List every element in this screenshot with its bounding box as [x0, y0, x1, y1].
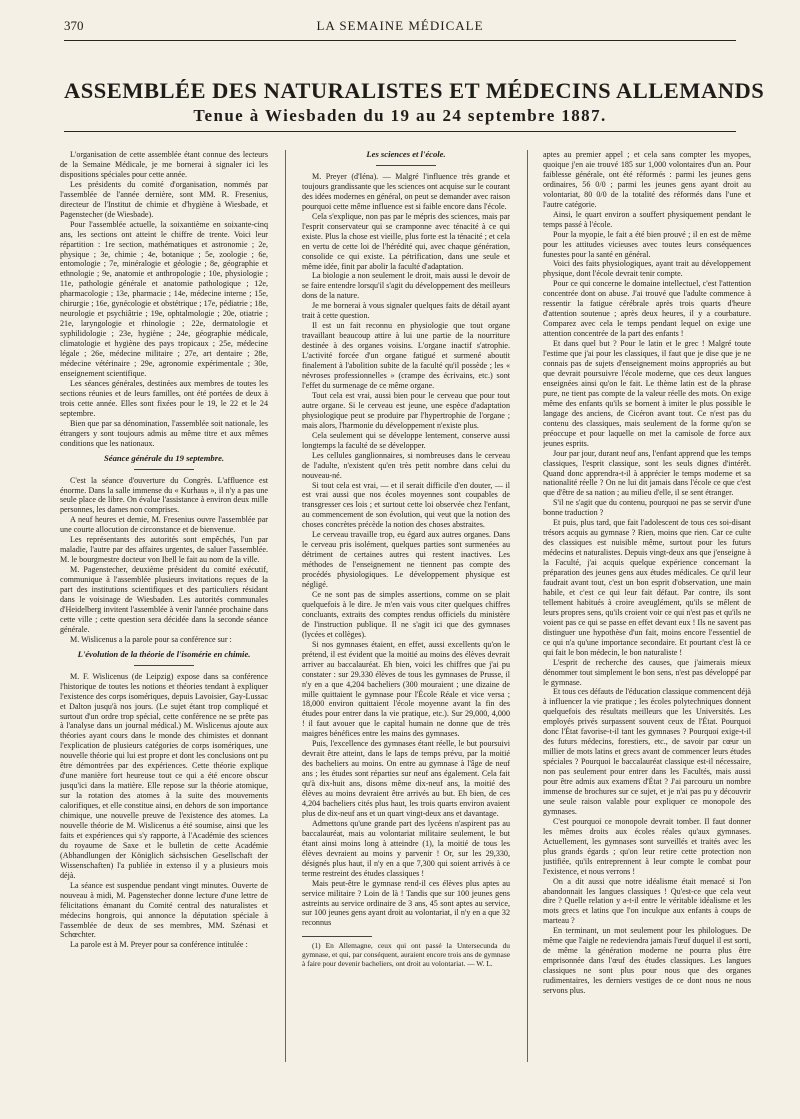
paragraph: L'organisation de cette assemblée étant connue des lecteurs de la Semaine Médicale, je me bornerai à signaler ici les dispositions spéciales pour cette année. [60, 150, 268, 179]
paragraph: Mais peut-être le gymnase rend-il ces élèves plus aptes au service militaire ? Loin de là ! Tandis que sur 100 jeunes gens astreints au service ordinaire de 3 ans, 45 sont aptes au service, sur 100 jeunes gens ayant droit au volontariat, il n'y en a que 32 reconnus [302, 878, 510, 928]
paragraph: Tout cela est vrai, aussi bien pour le cerveau que pour tout autre organe. Si le cerveau est jeune, une espèce d'adaptation physiologique peut se produire par l'hypertrophie de l'organe ; mais alors, l'harmonie du développement n'existe plus. [302, 390, 510, 430]
paragraph: Ainsi, le quart environ a souffert physiquement pendant le temps passé à l'école. [543, 209, 751, 229]
paragraph: Le cerveau travaille trop, eu égard aux autres organes. Dans le cerveau pris isolément, quelques parties sont surmenées au détriment de certaines autres qui restent inactives. Les méthodes de l'enseignement ne tiennent pas compte des procédés physiologiques. Le développement physique est négligé. [302, 530, 510, 590]
paragraph: Jour par jour, durant neuf ans, l'enfant apprend que les temps classiques, l'esprit classique, sont les seuls dignes d'intérêt. Quand donc apprendra-t-il à apprécier le temps moderne et sa nationalité réelle ? On ne lui dit jamais dans l'école ce que c'est que d'être de sa nation ; au milieu d'elle, il se sent étranger. [543, 448, 751, 498]
paragraph: On a dit aussi que notre idéalisme était menacé si l'on abandonnait les langues classiques ! Qu'est-ce que cela veut dire ? Quelle relation y a-t-il entre le véritable idéalisme et les mots grecs et latins que l'on inculque aux enfants à coups de marteau ? [543, 876, 751, 926]
column-1 [60, 150, 268, 1070]
paragraph: Pour l'assemblée actuelle, la soixantième en soixante-cinq ans, les sections ont atteint le chiffre de trente. Voici leur répartition : 1re section, mathématiques et astronomie ; 2e, physique ; 3e, chimie ; 4e, botanique ; 5e, zoologie ; 6e, entomologie ; 7e, minéralogie et géologie ; 8e, géographie et ethnologie ; 9e, anatomie et anthropologie ; 10e, physiologie ; 11e, pathologie générale et anatomie pathologique ; 12e, pharmacologie ; 13e, pharmacie ; 14e, médecine interne ; 15e, chirurgie ; 16e, gynécologie et obstétrique ; 17e, pédiatrie ; 18e, neurologie et psychiâtrie ; 19e, ophtalmologie ; 20e, otiatrie ; 21e, laryngologie et rhinologie ; 22e, dermatologie et syphilidologie ; 23e, hygiène ; 24e, géographie médicale, climatologie et hygiène des pays tropicaux ; 25e, médecine légale ; 26e, médecine militaire ; 27e, art dentaire ; 28e, médecine vétérinaire ; 29e, agronomie expérimentale ; 30e, enseignement scientifique. [60, 219, 268, 378]
paragraph: Et dans quel but ? Pour le latin et le grec ! Malgré toute l'estime que j'ai pour les classiques, il faut que je dise que je ne connais pas de sujets d'enseignement moins appropriés au but que devrait poursuivre l'école moderne, que ces deux langues enseignées ainsi qu'on le fait. Le thème latin est de la phrase pure, ne tient pas compte de la valeur réelle des mots. On exige même des enfants qu'ils se bornent à imiter le plus possible le langage des anciens, de Cicéron avant tout. Ce n'est pas du contenu des classiques, mais seulement de la forme qu'on se préoccupe et pour laquelle on met la camisole de force aux jeunes esprits. [543, 339, 751, 448]
paragraph: Pour la myopie, le fait a été bien prouvé ; il en est de même pour les attitudes vicieuses avec toutes leurs conséquences funestes pour la santé en général. [543, 229, 751, 259]
column-divider [527, 150, 528, 1062]
page-number: 370 [64, 18, 84, 33]
title-rule [64, 131, 736, 132]
paragraph: Pour ce qui concerne le domaine intellectuel, c'est l'attention concentrée dont on abuse. J'ai trouvé que l'adulte commence à ressentir la fatigue cérébrale après trois quarts d'heure d'attention soutenue ; après deux heures, il y a courbature. Comparez avec cela le temps pendant lequel on exige une attention concentrée de la part des enfants ! [543, 279, 751, 339]
paragraph: C'est pourquoi ce monopole devrait tomber. Il faut donner les mêmes droits aux écoles réales qu'aux gymnases. Actuellement, les gymnases sont surveillés et traités avec les plus grands égards ; qu'on leur retire cette protection non justifiée, qu'ils entreprennent à leur compte le combat pour l'existence, et nous verrons ! [543, 816, 751, 876]
paragraph: Ce ne sont pas de simples assertions, comme on se plait quelquefois à le dire. Je m'en vais vous citer quelques chiffres concluants, extraits des comptes rendus officiels du ministère de l'instruction publique. Il ne s'agit ici que des gymnases (lycées et collèges). [302, 589, 510, 639]
paragraph: En terminant, un mot seulement pour les philologues. De même que l'aigle ne redeviendra jamais l'œuf duquel il est sorti, de même la génération moderne ne pourra plus être emprisonnée dans l'œuf des études classiques. Les langues classiques ne sont plus pour nous que des organes rudimentaires, les derniers vestiges de ce dont nous ne nous servons plus. [543, 926, 751, 996]
section-heading: L'évolution de la théorie de l'isomérie en chimie. [77, 648, 251, 659]
footnote: (1) En Allemagne, ceux qui ont passé la Untersecunda du gymnase, et qui, par conséquent, auraient encore trois ans de gymnase à faire pour devenir bacheliers, ont droit au volontariat. — W. L. [302, 941, 510, 969]
paragraph: M. Preyer (d'Iéna). — Malgré l'influence très grande et toujours grandissante que les sciences ont acquise sur le courant des idées modernes en général, on peut se demander avec raison pourquoi cette même influence est si faible encore dans l'école. [302, 171, 510, 211]
paragraph: L'esprit de recherche des causes, que j'aimerais mieux dénommer tout simplement le bon sens, n'est pas développé par le gymnase. [543, 657, 751, 687]
paragraph: Admettons qu'une grande part des lycéens n'aspirent pas au baccalauréat, mais au volontariat militaire seulement, le but étant ainsi moins long à atteindre (1), la moitié de tous les élèves devraient au moins y parvenir ! Or, sur les 29,330, désignés plus haut, il n'y en a que 7,300 qui soient arrivés à ce terme restreint des études classiques ! [302, 818, 510, 878]
article-subtitle: Tenue à Wiesbaden du 19 au 24 septembre 1887. [193, 106, 607, 125]
column-3 [543, 150, 751, 1070]
paragraph: S'il ne s'agit que du contenu, pourquoi ne pas se servir d'une bonne traduction ? [543, 498, 751, 518]
paragraph: Je me bornerai à vous signaler quelques faits de détail ayant trait à cette question. [302, 301, 510, 321]
paragraph: Il est un fait reconnu en physiologie que tout organe travaillant beaucoup attire à lui une partie de la nourriture destinée à des organes voisins. L'organe inactif s'atrophie. L'activité forcée d'un organe fatigué et surmené aboutit finalement à l'abolition subite de la faculté qu'il possède ; les « névroses professionnelles » (crampe des écrivains, etc.) sont l'effet du surmenage de ce même organe. [302, 321, 510, 390]
heading-rule [376, 165, 436, 166]
running-header [64, 18, 736, 38]
paragraph: Si nos gymnases étaient, en effet, aussi excellents qu'on le prétend, il est évident que la moitié au moins des élèves devrait arriver au baccalauréat. Eh bien, voici les chiffres que j'ai pu constater : sur 29.330 élèves de tous les gymnases de Prusse, il n'y en a que 4,204 bacheliers (300 mouraient ; une dizaine de mille quittaient le gymnase pour l'École Réale et vice versa ; 18,000 environ quittaient l'école moyenne avant la fin des études pour entrer dans la vie pratique, etc.). Sur 29,000, 4,000 ! il faut avouer que le capital humain ne donne que de très maigres bénéfices entre les mains des gymnases. [302, 639, 510, 739]
section-heading: Les sciences et l'école. [366, 150, 446, 159]
paragraph: Bien que par sa dénomination, l'assemblée soit nationale, les étrangers y sont toujours admis au même titre et aux mêmes conditions que les nationaux. [60, 418, 268, 448]
paragraph: Cela s'explique, non pas par le mépris des sciences, mais par l'esprit conservateur qui se cramponne avec ténacité à ce qui existe. Plus la chose est vieille, plus forte est la ténacité ; et cela en vertu de cette loi de l'hérédité qui, avec chaque génération, consolide ce qui existe. La pétrification, dans une seule et même idée, finit par abolir la faculté d'adaptation. [302, 211, 510, 271]
paragraph: Les présidents du comité d'organisation, nommés par l'assemblée de l'année dernière, sont MM. R. Fresenius, directeur de l'Institut de chimie et d'hygiène à Wiesbade, et Pagenstecher (de Wiesbade). [60, 179, 268, 219]
paragraph: Cela seulement qui se développe lentement, conserve aussi longtemps la faculté de se développer. [302, 430, 510, 450]
paragraph: Les représentants des autorités sont empêchés, l'un par maladie, l'autre par des affaires urgentes, de saluer l'assemblée. M. le bourgmestre docteur von Ibell le fait au nom de la ville. [60, 535, 268, 565]
paragraph: Voici des faits physiologiques, ayant trait au développement physique, dont l'école devrait tenir compte. [543, 259, 751, 279]
paragraph: aptes au premier appel ; et cela sans compter les myopes, quoique j'en aie trouvé 185 sur 1,000 volontaires d'un an. Pour faiblesse générale, ont été réformés : parmi les jeunes gens ordinaires, 56 0/0 ; parmi les jeunes gens ayant droit au volontariat, 80 0/0 de la totalité des réformés dans l'une et l'autre catégorie. [543, 150, 751, 209]
column-divider [285, 150, 286, 1062]
paragraph: Si tout cela est vrai, — et il serait difficile d'en douter, — il est vrai aussi que nos écoles moyennes sont coupables de transgresser ces lois ; et surtout cette loi observée chez l'enfant, au commencement de son évolution, qui veut que la notion des choses concrètes précède la notion des choses abstraites. [302, 480, 510, 530]
paragraph: Puis, l'excellence des gymnases étant réelle, le but poursuivi devrait être atteint, dans le laps de temps prévu, par la moitié des bacheliers au moins. On entre au gymnase à l'âge de neuf ans ; les études sont réparties sur neuf ans également. Cela fait qu'à dix-huit ans, disons même dix-neuf ans, la moitié des élèves au moins devraient être arrivés au but. Eh bien, de ces 4,204 bacheliers cités plus haut, les trois quarts environ avaient plus de dix-neuf ans et un quart vingt-deux ans et davantage. [302, 739, 510, 818]
section-heading: Séance générale du 19 septembre. [103, 452, 225, 463]
heading-rule [134, 469, 194, 470]
paragraph: Les séances générales, destinées aux membres de toutes les sections réunies et de leurs familles, ont été portées de deux à trois cette année. Elles sont fixées pour le 19, le 22 et le 24 septembre. [60, 378, 268, 418]
paragraph: La séance est suspendue pendant vingt minutes. Ouverte de nouveau à midi, M. Pagenstecher donne lecture d'une lettre de félicitations émanant du Comité central des naturalistes et médecins hongrois, qui annonce la députation spéciale à l'assemblée de deux de ses membres, MM. Szénasi et Schœchter. [60, 880, 268, 940]
paragraph: Les cellules ganglionnaires, si nombreuses dans le cerveau de l'adulte, n'existent qu'en très petit nombre dans celui du nouveau-né. [302, 450, 510, 480]
paragraph: La biologie a non seulement le droit, mais aussi le devoir de se faire entendre lorsqu'il s'agit du développement des meilleurs dons de la nature. [302, 271, 510, 301]
paragraph: C'est la séance d'ouverture du Congrès. L'affluence est énorme. Dans la salle immense du « Kurhaus », il n'y a pas une seule place de libre. On évalue l'assistance à environ deux mille personnes, les dames non comprises. [60, 475, 268, 515]
journal-title: LA SEMAINE MÉDICALE [316, 18, 484, 33]
article-title: ASSEMBLÉE DES NATURALISTES ET MÉDECINS ALLEMANDS [64, 78, 765, 103]
paragraph: Et puis, plus tard, que fait l'adolescent de tous ces soi-disant trésors acquis au gymnase ? Rien, moins que rien. Car ce culte des classiques est nuisible même, surtout pour les futurs médecins et naturalistes. Depuis vingt-deux ans que j'enseigne à la Faculté, j'ai acquis quelque expérience concernant la préparation des jeunes gens aux études médicales. Ce qu'il leur faudrait avant tout, c'est un bon esprit d'observation, une main habile, et c'est ce qui leur fait défaut. Par contre, ils sont tellement habitués à croire aveuglément, qu'ils se mêlent de leurs propres sens, qu'ils croient voir ce qui n'est pas et qu'ils ne voient pas ce qui se passe en effet devant eux ! Ils ne savent pas distinguer une hypothèse d'un fait, moins encore l'essentiel de ce qui n'a qu'une importance secondaire. Et pourtant c'est là ce qui fait le bon médecin, le bon naturaliste ! [543, 518, 751, 657]
paragraph: M. Pagenstecher, deuxième président du comité exécutif, communique à l'assemblée plusieurs invitations reçues de la part des institutions scientifiques et des particuliers résidant dans le voisinage de Wiesbaden. Les autorités communales d'Heidelberg invitent l'assemblée à venir l'année prochaine dans cette ville ; cette question sera décidée dans la seconde séance générale. [60, 565, 268, 634]
paragraph: La parole est à M. Preyer pour sa conférence intitulée : [70, 940, 248, 950]
paragraph: M. F. Wislicenus (de Leipzig) expose dans sa conférence l'historique de toutes les notions et théories tendant à expliquer l'existence des corps isomériques, depuis Lavoisier, Gay-Lussac et Dalton jusqu'à nos jours. (Le sujet étant trop compliqué et surtout d'un ordre trop spécial, cette conférence ne se prête pas à l'analyse dans un journal médical.) M. Wislicenus ajoute aux théories ayant cours dans le monde des chimistes et donnant l'explication de plusieurs catégories de corps isomériques, une nouvelle théorie qui lui est propre et dont les conclusions ont pu être démontrées par des expériences. Cette théorie explique d'une manière fort heureuse tout ce qui a été encore obscur jusqu'ici dans la matière. Elle repose sur la théorie atomique, sur la rotation des atomes à la suite des mouvements calorifiques, et elle constitue ainsi, en dehors de son importance chimique, une nouvelle preuve de l'existence des atomes. La nouvelle théorie de M. Wislicenus a été soumise, ainsi que les faits et expériences qui s'y rapporte, à l'Académie des sciences du royaume de Saxe et le bulletin de cette Académie (Abhandlungen der Königlich sächsischen Gesellschaft der Wissenschaften) l'a publiée in extenso il y a plusieurs mois déjà. [60, 671, 268, 880]
heading-rule [134, 665, 194, 666]
paragraph: A neuf heures et demie, M. Fresenius ouvre l'assemblée par une courte allocution de circonstance et de bienvenue. [60, 515, 268, 535]
paragraph: M. Wislicenus a la parole pour sa conférence sur : [70, 634, 232, 644]
footnote-rule [302, 936, 372, 937]
column-2 [302, 150, 510, 1070]
header-rule [64, 40, 736, 41]
paragraph: Et tous ces défauts de l'éducation classique commencent déjà à influencer la vie pratique ; les écoles polytechniques donnent quelquefois des résultats meilleurs que les Universités. Les employés privés surpassent souvent ceux de l'État. Pourquoi donc l'État favorise-t-il tant les gymnases ? Pourquoi exige-t-il des futurs médecins, forestiers, etc., de savoir par cœur un millier de mots latins et grecs avant de commencer leurs études spéciales ? Pourquoi le baccalauréat classique est-il nécessaire, non pas seulement pour entrer dans les Facultés, mais aussi pour être admis aux examens d'État ? J'ai parcouru un nombre immense de brochures sur ce sujet, et je n'ai pas pu y découvrir une seule raison valable pour expliquer ce monopole des gymnases. [543, 687, 751, 816]
